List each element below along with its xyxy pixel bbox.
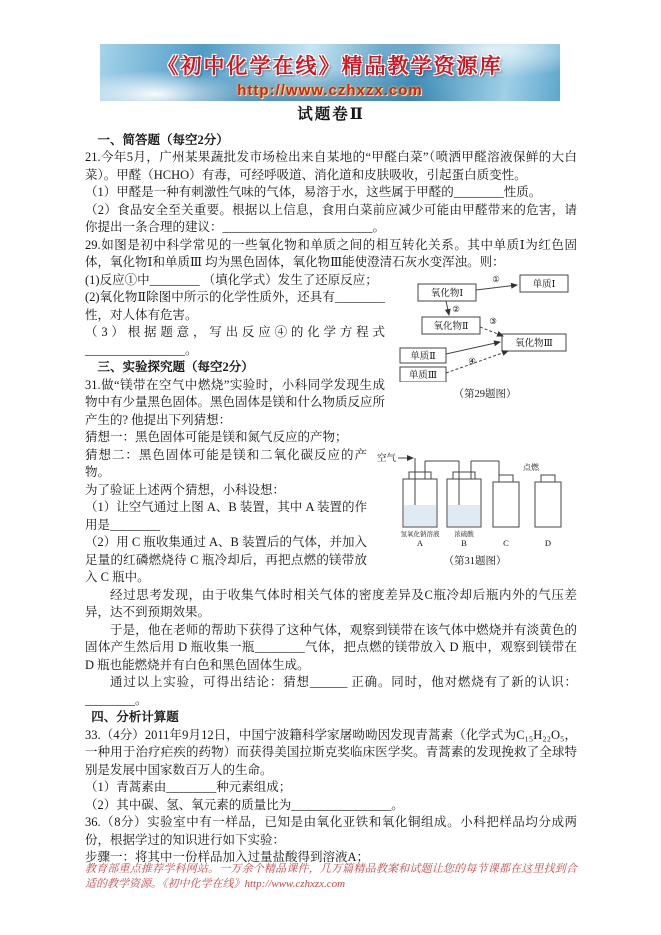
question-31-part1: （1）让空气通过上图 A、B 装置，其中 A 装置的作用是________ bbox=[85, 500, 367, 532]
question-31-guess2: 猜想二：黑色固体可能是镁和二氧化碳反应的产物。 bbox=[85, 447, 367, 479]
question-33-part2: （2）其中碳、氢、氧元素的质量比为________________。 bbox=[85, 797, 404, 812]
label-oxide-1: 氧化物Ⅰ bbox=[430, 288, 464, 299]
bottle-substance-labels bbox=[401, 529, 475, 538]
diagram-box-labels bbox=[409, 278, 556, 381]
arrow-ox1-ox2 bbox=[446, 301, 449, 315]
arrow-ox1-el1 bbox=[476, 285, 517, 290]
q31-figure-caption: （第31题图） bbox=[443, 556, 507, 567]
question-31-para1: 经过思考发现，由于收集气体时相关气体的密度差异及C瓶冷却后瓶内外的气压差异，达不到预期效果。 bbox=[85, 587, 577, 619]
bottle-d-stopper bbox=[541, 475, 555, 482]
bottle-letter-b: B bbox=[461, 537, 467, 548]
bottle-letter-d: D bbox=[544, 537, 552, 548]
ignite-label: 点燃 bbox=[523, 462, 539, 472]
naoh-liquid bbox=[404, 505, 436, 526]
question-31-figure bbox=[373, 449, 577, 569]
section-4-heading: 四、分析计算题 bbox=[91, 710, 179, 724]
paper-content bbox=[85, 106, 577, 867]
bottle-letter-labels bbox=[417, 538, 551, 548]
label-element-1: 单质Ⅰ bbox=[532, 279, 556, 290]
question-21-part2: （2）食品安全至关重要。根据以上信息，食用白菜前应减少可能由甲醛带来的危害，请你提出一条合理的建议：________________________。 bbox=[85, 202, 577, 234]
bottle-b-stopper bbox=[453, 472, 475, 479]
arrow-el2-ox3 bbox=[446, 342, 500, 354]
sulfuric-acid-label: 浓硫酸 bbox=[454, 530, 474, 538]
site-banner bbox=[100, 44, 560, 101]
section-3-heading: 三、实验探究题（每空2分） bbox=[97, 360, 254, 374]
question-29-part2: (2)氧化物Ⅱ除图中所示的化学性质外，还具有________性，对人体有危害。 bbox=[85, 290, 385, 322]
label-oxide-2: 氧化物Ⅱ bbox=[433, 321, 469, 332]
question-21-part1: （1）甲醛是一种有刺激性气味的气体，易溶于水，这些属于甲醛的________性质。 bbox=[85, 185, 542, 199]
reaction-number-1: ① bbox=[492, 273, 500, 284]
acid-liquid bbox=[448, 505, 480, 526]
bottle-letter-c: C bbox=[503, 537, 509, 548]
label-element-2: 单质Ⅱ bbox=[410, 351, 436, 362]
label-element-3: 单质Ⅲ bbox=[408, 370, 438, 381]
section-1-heading: 一、简答题（每空2分） bbox=[97, 132, 229, 147]
naoh-solution-label: 氢氧化钠溶液 bbox=[400, 530, 440, 538]
liquids bbox=[404, 505, 480, 526]
question-31-setup: 为了验证上述两个猜想，小科设想： bbox=[85, 482, 286, 497]
collection-bottle-c bbox=[493, 482, 519, 527]
question-36-intro: 36.（8分）实验室中有一样品，已知是由氧化亚铁和氧化铜组成。小科把样品均分成两份，根据学过的知识进行如下实验： bbox=[85, 815, 577, 847]
q31-apparatus-diagram bbox=[375, 449, 575, 549]
reaction-number-2: ② bbox=[452, 303, 460, 314]
question-33-intro: 33.（4分）2011年9月12日，中国宁波籍科学家屠呦呦因发现青蒿素（化学式为C₁₅H₂₂O₅，一种用于治疗疟疾的药物）而获得美国拉斯克奖临床医学奖。青蒿素的发现挽救了全球特别是发展中国家数百万人的生命。 bbox=[85, 727, 577, 777]
q29-transformation-diagram bbox=[396, 272, 574, 382]
question-31-part2: （2）用 C 瓶收集通过 A、B 装置后的气体，并加入足量的红磷燃烧待 C 瓶冷却后，再把点燃的镁带放入 C 瓶中。 bbox=[85, 535, 367, 584]
bottle-c-stopper bbox=[499, 475, 513, 482]
bottle-letter-a: A bbox=[416, 537, 424, 548]
question-29-intro: 29.如图是初中科学常见的一些氧化物和单质之间的相互转化关系。其中单质Ⅰ为红色固体，氧化物Ⅰ和单质Ⅲ 均为黑色固体，氧化物Ⅲ能使澄清石灰水变浑浊。则： bbox=[85, 237, 577, 269]
reaction-number-3: ③ bbox=[489, 315, 497, 326]
banner-url: http://www.czhxzx.com bbox=[237, 82, 423, 99]
reaction-number-4: ④ bbox=[468, 355, 476, 366]
question-31-intro: 31.做“镁带在空气中燃烧”实验时，小科同学发现生成物中有少量黑色固体。黑色固体是镁和什么物质反应所产生的? 他提出下列猜想： bbox=[85, 377, 386, 427]
paper-title: 试题卷Ⅱ bbox=[297, 106, 365, 123]
arrow-el3-ox3 bbox=[446, 351, 508, 373]
banner-title: 《初中化学在线》精品教学资源库 bbox=[157, 54, 503, 78]
arrow-ox2-ox3 bbox=[480, 327, 503, 336]
q29-figure-caption: （第29题图） bbox=[453, 389, 517, 400]
question-29-figure bbox=[393, 272, 577, 402]
air-label: 空气 bbox=[377, 453, 397, 464]
question-36-step1: 步骤一：将其中一份样品加入过量盐酸得到溶液A； bbox=[85, 850, 370, 864]
label-oxide-3: 氧化物Ⅲ bbox=[515, 338, 553, 349]
question-29-part1: (1)反应①中________ （填化学式）发生了还原反应； bbox=[85, 272, 378, 287]
footer-note: 教育部重点推荐学科网站。一万余个精品课件，几万篇精品教案和试题让您的每节课都在这里找到合适的教学资源。《初中化学在线》http://www.czhxzx.com bbox=[85, 863, 577, 890]
diagram-boxes bbox=[400, 275, 568, 382]
question-21-intro: 21.今年5月，广州某果蔬批发市场检出来自某地的“甲醛白菜”（喷洒甲醛溶液保鲜的大白菜）。甲醛（HCHO）有毒，可经呼吸道、消化道和皮肤吸收，引起蛋白质变性。 bbox=[85, 150, 577, 182]
bottle-a-stopper bbox=[409, 472, 431, 479]
question-31-para3: 通过以上实验，可得出结论：猜想______ 正确。同时，他对燃烧有了新的认识：________。 bbox=[85, 675, 577, 707]
collection-bottle-d bbox=[535, 482, 561, 527]
question-33-part1: （1）青蒿素由________种元素组成； bbox=[85, 780, 292, 794]
question-29-part3: （3）根据题意，写出反应④的化学方程式________________。 bbox=[85, 325, 385, 357]
question-31-para2: 于是，他在老师的帮助下获得了这种气体，观察到镁带在该气体中燃烧并有淡黄色的固体产生然后用 D 瓶收集一瓶________气体，把点燃的镁带放入 D 瓶中，观察到镁带在 D 瓶也能燃烧并有白色和黑色固体生成。 bbox=[85, 622, 577, 672]
question-31-guess1: 猜想一：黑色固体可能是镁和氮气反应的产物； bbox=[85, 430, 348, 444]
